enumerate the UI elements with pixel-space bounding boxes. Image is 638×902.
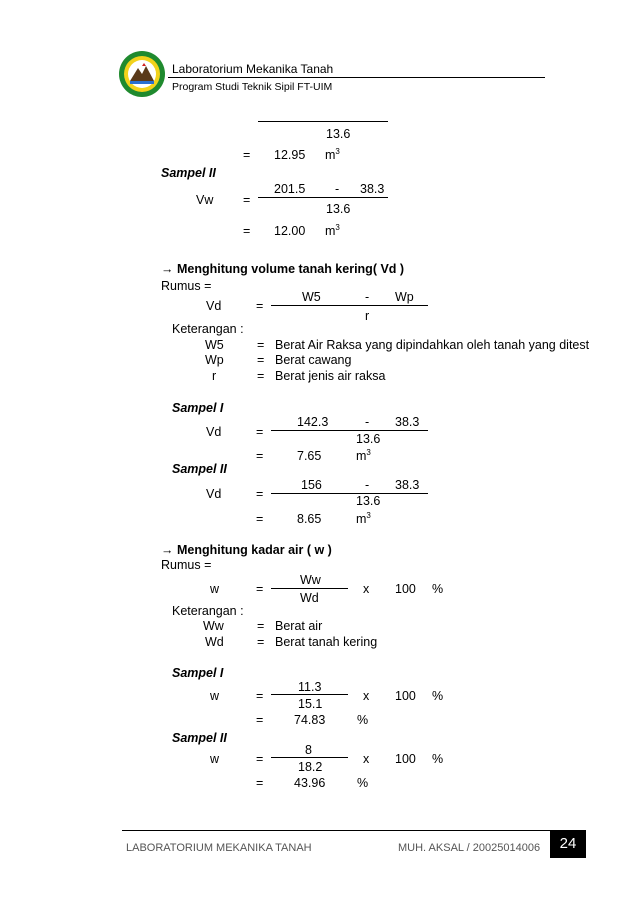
result-value: 8.65	[297, 512, 322, 526]
footer-left: LABORATORIUM MEKANIKA TANAH	[126, 842, 312, 854]
sampel-heading: Sampel I	[172, 401, 224, 415]
def-equals: =	[257, 635, 265, 649]
formula-lhs: Vd	[206, 425, 222, 439]
rumus-label: Rumus =	[161, 558, 212, 572]
header-logo	[118, 50, 166, 98]
numerator-a: 156	[301, 478, 322, 492]
denominator: 13.6	[356, 432, 381, 446]
sampel-heading: Sampel II	[172, 462, 227, 476]
equals-sign: =	[256, 299, 264, 313]
denominator: 13.6	[326, 127, 351, 141]
section-title-vd: → Menghitung volume tanah kering( Vd )	[161, 262, 405, 276]
def-equals: =	[257, 338, 265, 352]
result-value: 7.65	[297, 449, 322, 463]
equals-sign: =	[256, 776, 264, 790]
footer-right: MUH. AKSAL / 20025014006	[398, 842, 541, 854]
def-equals: =	[257, 353, 265, 367]
result-value: 12.00	[274, 224, 306, 238]
numerator-b: 38.3	[395, 478, 420, 492]
university-logo-icon	[118, 50, 166, 98]
rumus-label: Rumus =	[161, 279, 212, 293]
result-value: 12.95	[274, 148, 306, 162]
equals-sign: =	[256, 425, 264, 439]
result-unit: $m^3$	[325, 223, 340, 238]
sampel-heading: Sampel II	[161, 166, 216, 180]
times-sign: x	[363, 752, 370, 766]
formula-lhs: w	[210, 689, 220, 703]
equals-sign: =	[256, 449, 264, 463]
numerator-b: Wp	[395, 290, 414, 304]
equals-sign: =	[243, 148, 251, 162]
fraction-bar	[258, 197, 388, 198]
page-number: 24	[550, 830, 586, 858]
fraction-bar	[258, 121, 388, 122]
result-unit: $m^3$	[356, 448, 371, 463]
header-program: Program Studi Teknik Sipil FT-UIM	[172, 81, 333, 93]
percent-sign: %	[432, 752, 444, 766]
def-symbol: Wp	[205, 353, 224, 367]
def-text: Berat jenis air raksa	[275, 369, 386, 383]
hundred-value: 100	[395, 752, 416, 766]
footer-rule	[122, 830, 550, 831]
numerator: 11.3	[298, 680, 322, 694]
result-percent: %	[357, 776, 369, 790]
sampel-heading: Sampel II	[172, 731, 227, 745]
numerator: 8	[305, 743, 312, 757]
formula-lhs: w	[210, 582, 220, 596]
equals-sign: =	[243, 193, 251, 207]
denominator: r	[365, 309, 370, 323]
def-text: Berat Air Raksa yang dipindahkan oleh tanah yang ditest	[275, 338, 590, 352]
fraction-bar	[271, 430, 428, 431]
numerator-a: W5	[302, 290, 321, 304]
keterangan-label: Keterangan :	[172, 604, 244, 618]
header-lab-name: Laboratorium Mekanika Tanah	[172, 62, 334, 76]
denominator: 13.6	[326, 202, 351, 216]
denominator: Wd	[300, 591, 319, 605]
numerator-a: 201.5	[274, 182, 306, 196]
result-value: 43.96	[294, 776, 326, 790]
header-rule	[168, 77, 545, 78]
equals-sign: =	[256, 689, 264, 703]
denominator: 18.2	[298, 760, 323, 774]
equals-sign: =	[256, 752, 264, 766]
def-symbol: Wd	[205, 635, 224, 649]
equals-sign: =	[243, 224, 251, 238]
hundred-value: 100	[395, 582, 416, 596]
numerator-b: 38.3	[360, 182, 385, 196]
minus-sign: -	[365, 415, 370, 429]
keterangan-label: Keterangan :	[172, 322, 244, 336]
times-sign: x	[363, 582, 370, 596]
fraction-bar	[271, 493, 428, 494]
equals-sign: =	[256, 713, 264, 727]
result-unit: $m^3$	[325, 147, 340, 162]
formula-lhs: Vd	[206, 299, 222, 313]
minus-sign: -	[335, 182, 340, 196]
denominator: 15.1	[298, 697, 323, 711]
minus-sign: -	[365, 290, 370, 304]
equals-sign: =	[256, 582, 264, 596]
def-symbol: r	[212, 369, 217, 383]
section-title-w: → Menghitung kadar air ( w )	[161, 543, 332, 557]
def-text: Berat cawang	[275, 353, 352, 367]
sampel-heading: Sampel I	[172, 666, 224, 680]
denominator: 13.6	[356, 494, 381, 508]
def-symbol: W5	[205, 338, 224, 352]
equals-sign: =	[256, 512, 264, 526]
result-unit: $m^3$	[356, 511, 371, 526]
formula-lhs: Vw	[196, 193, 214, 207]
numerator: Ww	[300, 573, 321, 587]
minus-sign: -	[365, 478, 370, 492]
def-symbol: Ww	[203, 619, 224, 633]
formula-lhs: w	[210, 752, 220, 766]
hundred-value: 100	[395, 689, 416, 703]
def-equals: =	[257, 619, 265, 633]
fraction-bar	[271, 588, 348, 589]
fraction-bar	[271, 757, 348, 758]
percent-sign: %	[432, 582, 444, 596]
result-value: 74.83	[294, 713, 326, 727]
def-text: Berat air	[275, 619, 323, 633]
formula-lhs: Vd	[206, 487, 222, 501]
fraction-bar	[271, 305, 428, 306]
def-equals: =	[257, 369, 265, 383]
equals-sign: =	[256, 487, 264, 501]
fraction-bar	[271, 694, 348, 695]
numerator-a: 142.3	[297, 415, 329, 429]
percent-sign: %	[432, 689, 444, 703]
numerator-b: 38.3	[395, 415, 420, 429]
result-percent: %	[357, 713, 369, 727]
times-sign: x	[363, 689, 370, 703]
def-text: Berat tanah kering	[275, 635, 378, 649]
